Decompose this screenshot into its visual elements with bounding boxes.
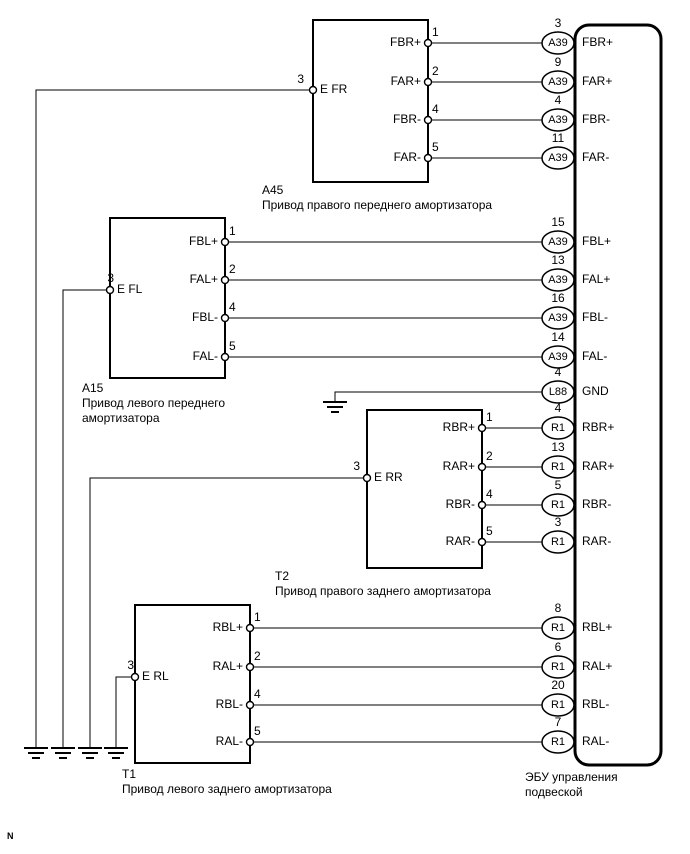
pin-number: 5 bbox=[254, 724, 261, 738]
pin-label: FBL- bbox=[191, 310, 218, 324]
connector-code: A39 bbox=[548, 312, 568, 324]
device-code: A45 bbox=[262, 183, 284, 197]
wire-gnd bbox=[335, 392, 558, 402]
ecu-pin-number: 3 bbox=[554, 515, 562, 529]
connector-code: R1 bbox=[550, 622, 566, 634]
ecu-signal: FAL- bbox=[582, 349, 608, 363]
pin-label: RBR- bbox=[445, 497, 475, 511]
pin-label: FAL- bbox=[192, 349, 218, 363]
pin-label: FAR+ bbox=[390, 74, 421, 88]
wires-t1 bbox=[250, 628, 558, 742]
pin-number: 1 bbox=[486, 410, 493, 424]
footer-note: N bbox=[7, 831, 14, 841]
device-name: Привод правого заднего амортизатора bbox=[275, 584, 491, 598]
pin-terminal bbox=[425, 40, 432, 47]
pin-number: 5 bbox=[432, 140, 439, 154]
ecu-signal: FBR- bbox=[582, 112, 610, 126]
pin-number: 2 bbox=[486, 449, 493, 463]
ground-pin-number: 3 bbox=[107, 271, 114, 285]
ground-icon bbox=[78, 748, 102, 758]
ground-pin-label: E RL bbox=[142, 669, 169, 683]
pin-label: FAL+ bbox=[189, 272, 218, 286]
ecu-pin-number: 4 bbox=[554, 93, 562, 107]
ecu-pin-number: 5 bbox=[554, 478, 562, 492]
ecu-signal: RAR- bbox=[582, 534, 612, 548]
pin-terminal bbox=[247, 739, 254, 746]
connector-code: A39 bbox=[548, 114, 568, 126]
pin-label: RBR+ bbox=[442, 420, 475, 434]
pin-number: 5 bbox=[229, 339, 236, 353]
ground-icon bbox=[104, 748, 128, 758]
ecu-pin-number: 13 bbox=[551, 253, 565, 267]
pin-terminal bbox=[132, 674, 139, 681]
ground-pin-number: 3 bbox=[127, 658, 134, 672]
ecu-signal: RAL+ bbox=[582, 659, 613, 673]
pin-terminal bbox=[247, 664, 254, 671]
ecu-pin-number: 16 bbox=[551, 291, 565, 305]
ground-icon bbox=[24, 748, 48, 758]
pin-terminal bbox=[479, 539, 486, 546]
ecu-label-line2: подвеской bbox=[525, 785, 583, 799]
pin-number: 5 bbox=[486, 524, 493, 538]
ecu-pin-number: 4 bbox=[554, 365, 562, 379]
connector-code: A39 bbox=[548, 236, 568, 248]
ecu-signal: FAR- bbox=[582, 150, 610, 164]
connector-code: A39 bbox=[548, 274, 568, 286]
pin-label: RBL- bbox=[215, 697, 243, 711]
ground-pin-label: E RR bbox=[374, 470, 403, 484]
pin-number: 4 bbox=[486, 487, 493, 501]
wire-efl-ground bbox=[63, 290, 110, 748]
pin-label: RAL+ bbox=[212, 659, 243, 673]
pin-label: FBL+ bbox=[188, 234, 218, 248]
ecu-signal: FAL+ bbox=[582, 272, 611, 286]
connector-code: R1 bbox=[550, 461, 566, 473]
device-name: амортизатора bbox=[82, 411, 160, 425]
device-name: Привод левого переднего bbox=[82, 396, 226, 410]
pin-terminal bbox=[479, 425, 486, 432]
connector-code: A39 bbox=[548, 152, 568, 164]
pin-number: 4 bbox=[432, 102, 439, 116]
pin-number: 1 bbox=[229, 224, 236, 238]
ecu-signal: RBL- bbox=[582, 697, 610, 711]
ecu-signal: RAR+ bbox=[582, 459, 615, 473]
ecu-label-line1: ЭБУ управления bbox=[525, 770, 618, 784]
ecu-pin-number: 13 bbox=[551, 440, 565, 454]
connector-code: R1 bbox=[550, 699, 566, 711]
connector-code: R1 bbox=[550, 499, 566, 511]
ecu-pin-number: 15 bbox=[551, 215, 565, 229]
ecu-signal: RBR+ bbox=[582, 420, 615, 434]
ecu-signal: GND bbox=[582, 384, 609, 398]
ecu-signal: FBL+ bbox=[582, 234, 612, 248]
ecu-pin-number: 3 bbox=[554, 16, 562, 30]
connector-code: A39 bbox=[548, 351, 568, 363]
ecu-signal: FAR+ bbox=[582, 74, 613, 88]
ecu-pin-number: 6 bbox=[554, 640, 562, 654]
ground-pin-number: 3 bbox=[297, 72, 304, 86]
ecu-pin-number: 9 bbox=[554, 55, 562, 69]
pin-terminal bbox=[222, 239, 229, 246]
pin-terminal bbox=[222, 315, 229, 322]
pin-terminal bbox=[247, 702, 254, 709]
connector-code: R1 bbox=[550, 536, 566, 548]
pin-terminal bbox=[364, 475, 371, 482]
ground-pin-label: E FL bbox=[117, 282, 143, 296]
pin-terminal bbox=[425, 79, 432, 86]
connector-code: A39 bbox=[548, 76, 568, 88]
ecu-signal: RBL+ bbox=[582, 620, 613, 634]
pin-number: 4 bbox=[229, 300, 236, 314]
pin-number: 1 bbox=[432, 25, 439, 39]
pin-label: RAR+ bbox=[442, 459, 475, 473]
ecu-signal: RBR- bbox=[582, 497, 612, 511]
pin-number: 2 bbox=[432, 64, 439, 78]
pin-label: FBR- bbox=[393, 112, 421, 126]
connector-code: R1 bbox=[550, 422, 566, 434]
connector-code: R1 bbox=[550, 736, 566, 748]
ecu-pin-number: 7 bbox=[554, 715, 562, 729]
ecu-pin-number: 8 bbox=[554, 601, 562, 615]
ecu-pin-number: 4 bbox=[554, 401, 562, 415]
wires-a15 bbox=[225, 242, 558, 357]
connector-code: R1 bbox=[550, 661, 566, 673]
connector-code: L88 bbox=[548, 386, 568, 398]
device-code: A15 bbox=[82, 381, 104, 395]
pin-terminal bbox=[479, 464, 486, 471]
ecu-pin-number: 14 bbox=[551, 330, 565, 344]
pin-number: 1 bbox=[254, 610, 261, 624]
pin-terminal bbox=[425, 155, 432, 162]
pin-label: RAR- bbox=[445, 534, 475, 548]
ground-pin-label: E FR bbox=[320, 82, 348, 96]
pin-terminal bbox=[107, 287, 114, 294]
wires-a45 bbox=[428, 43, 558, 158]
pin-terminal bbox=[222, 277, 229, 284]
device-name: Привод правого переднего амортизатора bbox=[262, 198, 493, 212]
ecu-pin-number: 11 bbox=[551, 131, 565, 145]
pin-number: 2 bbox=[229, 262, 236, 276]
pin-label: FBR+ bbox=[389, 35, 421, 49]
connector-code: A39 bbox=[548, 37, 568, 49]
pin-terminal bbox=[425, 117, 432, 124]
pin-label: RBL+ bbox=[212, 620, 243, 634]
ground-pin-number: 3 bbox=[353, 459, 360, 473]
ecu-signal: FBL- bbox=[582, 310, 609, 324]
device-code: T2 bbox=[275, 569, 290, 583]
device-name: Привод левого заднего амортизатора bbox=[122, 782, 332, 796]
pin-label: FAR- bbox=[393, 150, 421, 164]
pin-terminal bbox=[310, 87, 317, 94]
pin-number: 4 bbox=[254, 687, 261, 701]
pin-terminal bbox=[222, 354, 229, 361]
pin-number: 2 bbox=[254, 649, 261, 663]
ecu-signal: RAL- bbox=[582, 734, 610, 748]
pin-terminal bbox=[479, 502, 486, 509]
pin-terminal bbox=[247, 625, 254, 632]
ground-icon bbox=[51, 748, 75, 758]
device-code: T1 bbox=[122, 767, 137, 781]
wire-erl-ground bbox=[116, 677, 135, 748]
pin-label: RAL- bbox=[215, 734, 243, 748]
ecu-pin-number: 20 bbox=[551, 678, 565, 692]
ecu-signal: FBR+ bbox=[582, 35, 614, 49]
ground-icon bbox=[323, 402, 347, 412]
